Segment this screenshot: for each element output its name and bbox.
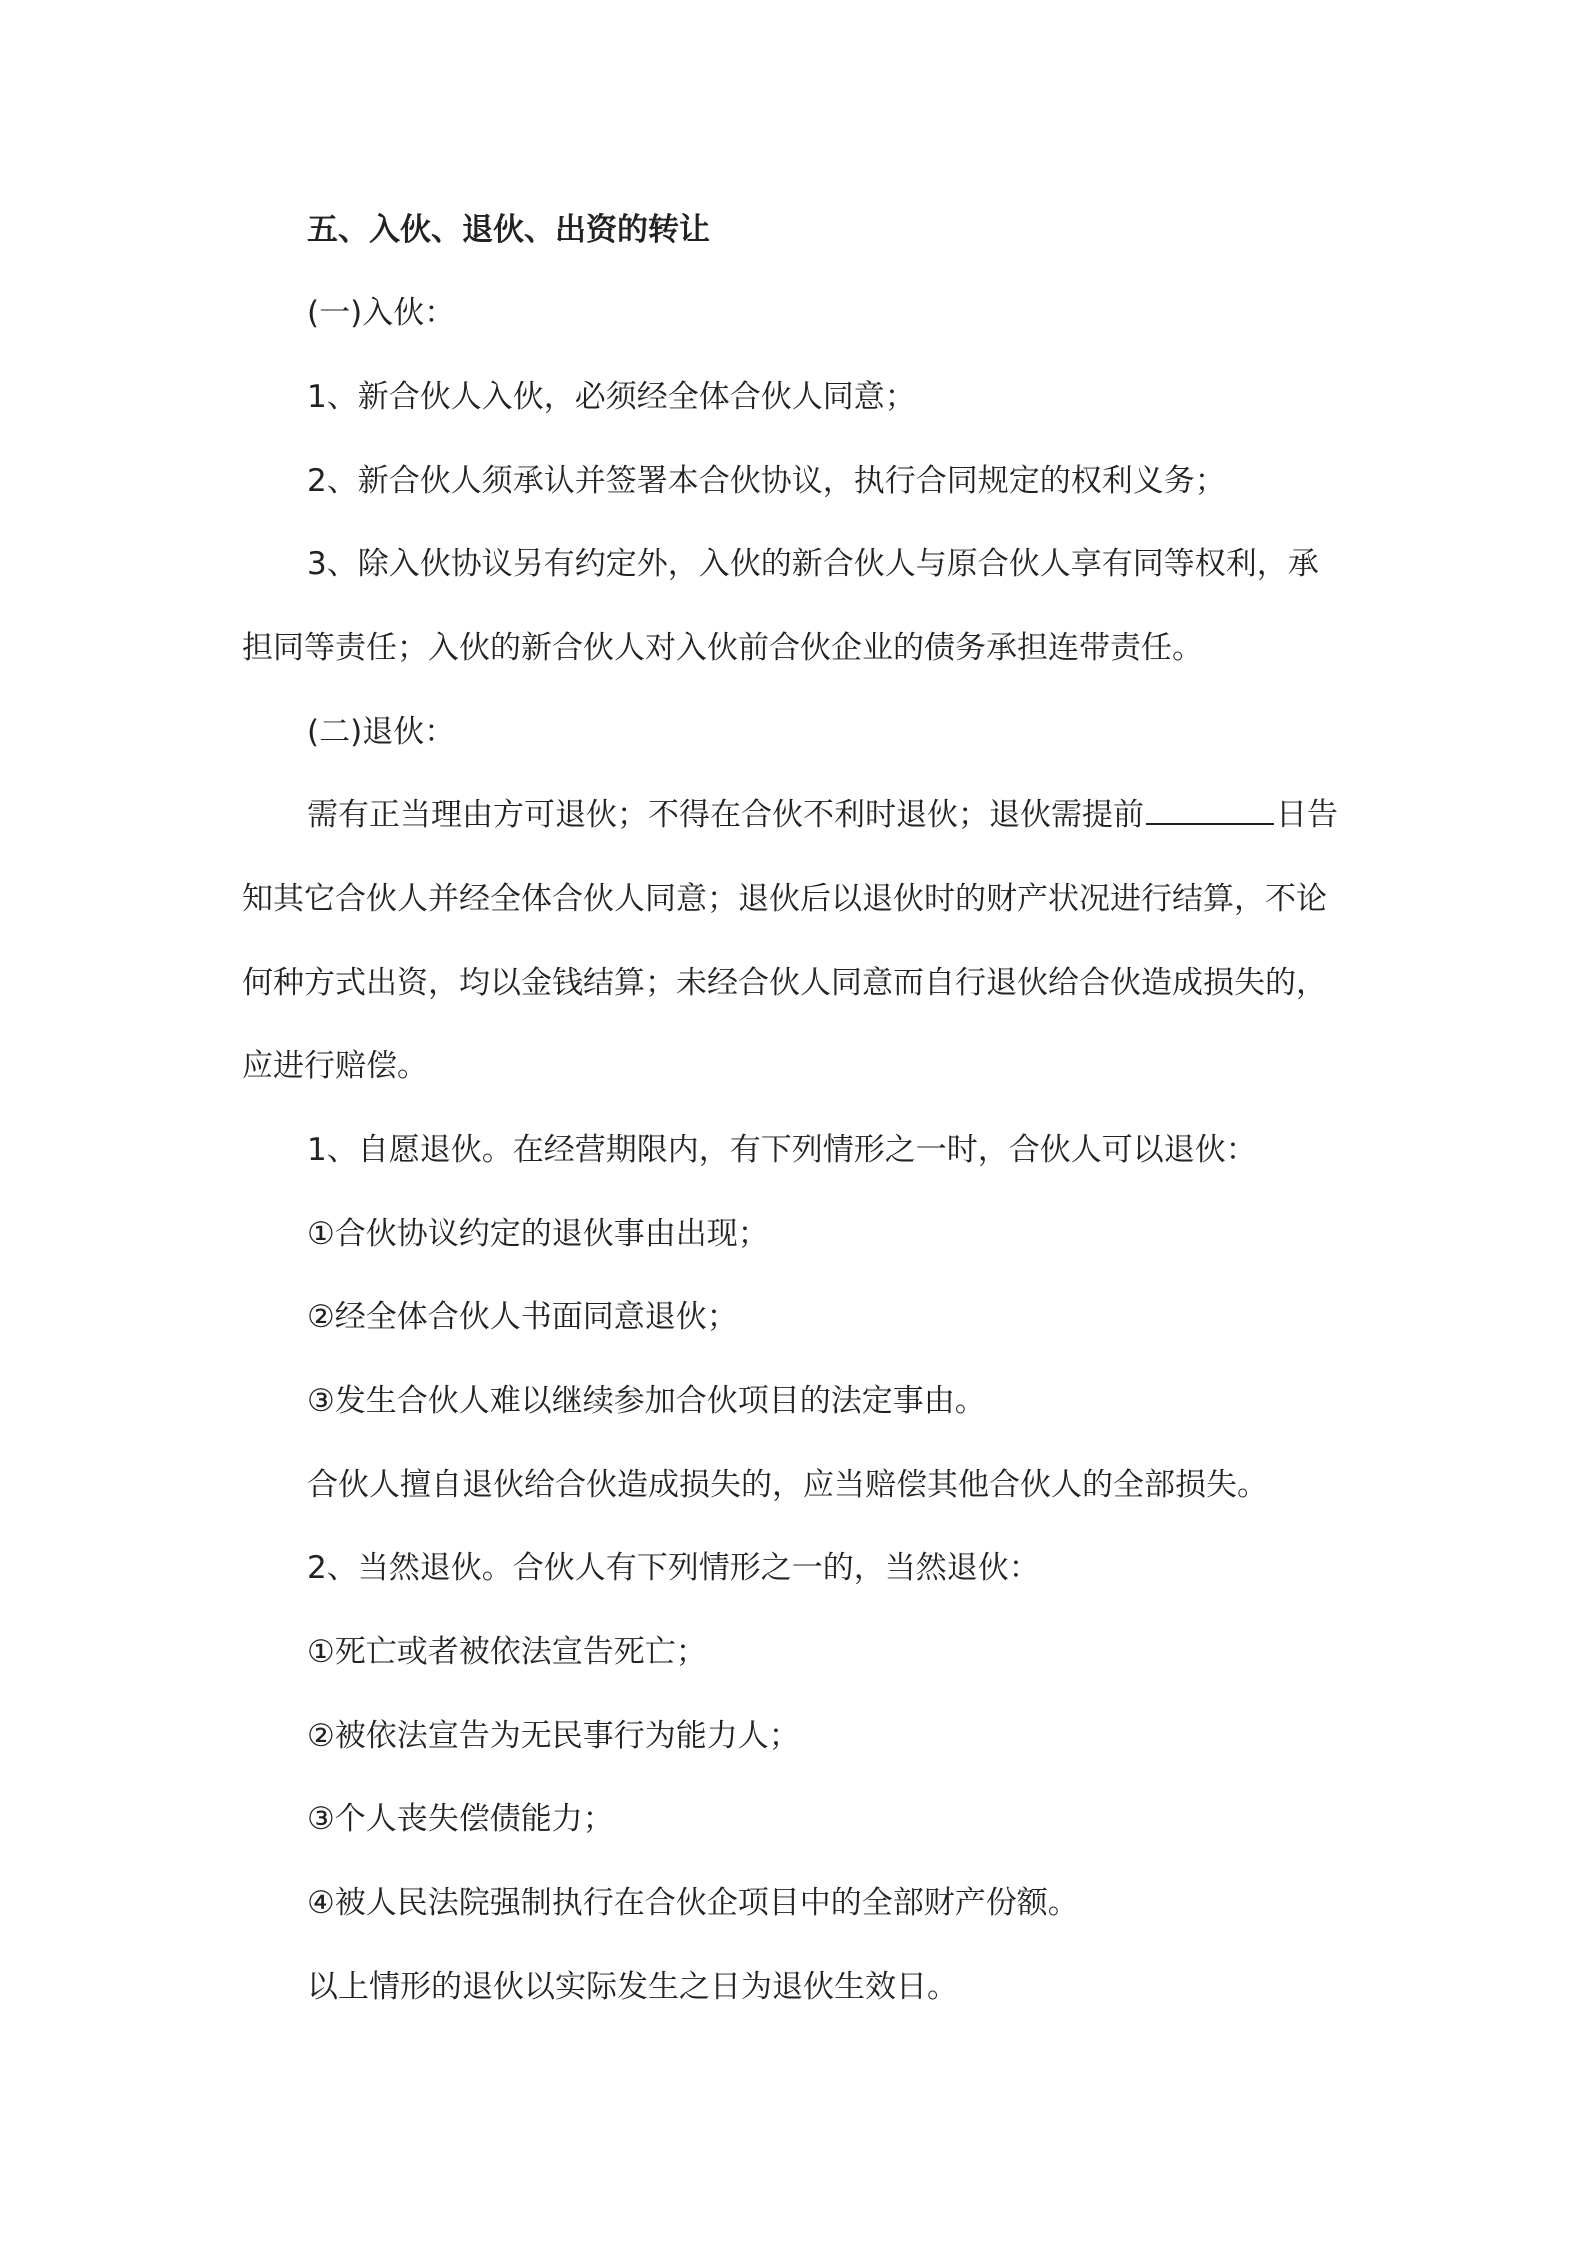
withdraw-para-text-after: 日告 — [1276, 797, 1338, 833]
withdraw-para-line-1 — [307, 795, 1417, 835]
join-item-3-cont: 担同等责任；入伙的新合伙人对入伙前合伙企业的债务承担连带责任。 — [242, 630, 1203, 666]
automatic-note: 以上情形的退伙以实际发生之日为退伙生效日。 — [307, 1969, 958, 2005]
withdraw-para-text: 需有正当理由方可退伙；不得在合伙不利时退伙；退伙需提前 — [307, 797, 1144, 833]
automatic-item-3: ③个人丧失偿债能力； — [307, 1801, 614, 1837]
join-item-3: 3、除入伙协议另有约定外，入伙的新合伙人与原合伙人享有同等权利，承 — [307, 546, 1319, 582]
voluntary-item-3: ③发生合伙人难以继续参加合伙项目的法定事由。 — [307, 1383, 986, 1419]
section-title: 五、入伙、退伙、出资的转让 — [307, 212, 710, 248]
voluntary-item-2: ②经全体合伙人书面同意退伙； — [307, 1299, 738, 1335]
withdraw-para-line-4: 应进行赔偿。 — [242, 1048, 428, 1084]
automatic-item-2: ②被依法宣告为无民事行为能力人； — [307, 1718, 800, 1754]
withdraw-heading: (二)退伙： — [307, 714, 456, 750]
join-item-1: 1、新合伙人入伙，必须经全体合伙人同意； — [307, 379, 916, 415]
withdraw-para-line-2: 知其它合伙人并经全体合伙人同意；退伙后以退伙时的财产状况进行结算，不论 — [242, 881, 1327, 917]
automatic-item-4: ④被人民法院强制执行在合伙企项目中的全部财产份额。 — [307, 1885, 1079, 1921]
voluntary-note: 合伙人擅自退伙给合伙造成损失的，应当赔偿其他合伙人的全部损失。 — [307, 1467, 1268, 1503]
voluntary-item-1: ①合伙协议约定的退伙事由出现； — [307, 1216, 769, 1252]
join-heading: (一)入伙： — [307, 295, 456, 331]
withdraw-para-line-3: 何种方式出资，均以金钱结算；未经合伙人同意而自行退伙给合伙造成损失的， — [242, 965, 1327, 1001]
automatic-item-1: ①死亡或者被依法宣告死亡； — [307, 1634, 707, 1670]
automatic-title: 2、当然退伙。合伙人有下列情形之一的，当然退伙： — [307, 1550, 1040, 1586]
notice-days-blank[interactable] — [1146, 795, 1274, 825]
voluntary-title: 1、自愿退伙。在经营期限内，有下列情形之一时，合伙人可以退伙： — [307, 1132, 1257, 1168]
join-item-2: 2、新合伙人须承认并签署本合伙协议，执行合同规定的权利义务； — [307, 463, 1226, 499]
